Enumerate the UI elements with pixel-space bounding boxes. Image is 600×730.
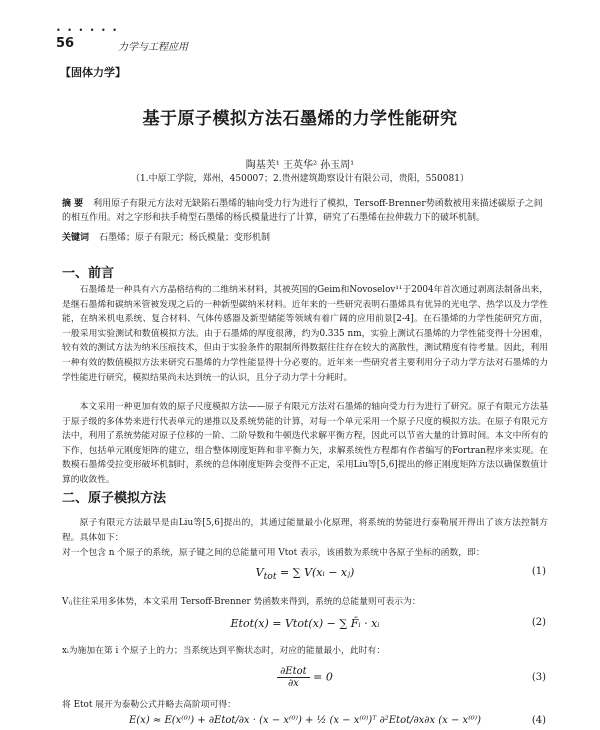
equation-3-rhs: = 0 — [313, 670, 333, 684]
journal-name: 力学与工程应用 — [118, 42, 188, 53]
equation-1-rhs: = ∑ V(xᵢ − xⱼ) — [280, 566, 355, 579]
equation-4-number: (4) — [531, 715, 546, 726]
equation-3-number: (3) — [531, 672, 546, 683]
decorative-dots: • • • • • • — [56, 26, 120, 35]
keywords-text: 石墨烯；原子有限元；杨氏模量；变形机制 — [99, 233, 271, 243]
equation-3 — [62, 666, 548, 692]
equation-1-body — [62, 566, 548, 582]
equation-2-number: (2) — [531, 617, 546, 628]
equation-2-body: Etot(x) = Vtot(x) − ∑ F̄ᵢ · xᵢ — [230, 617, 380, 630]
section-tag: 【固体力学】 — [60, 66, 126, 79]
equation-1-number: (1) — [531, 566, 546, 577]
affiliations: （1.中原工学院，郑州，450007；2.贵州建筑勘察设计有限公司，贵阳，550081） — [131, 174, 469, 184]
equation-3-body — [62, 666, 548, 689]
paragraph-intro-1: 石墨烯是一种具有六方晶格结构的二维纳米材料，其被英国的Geim和Novoselov¹¹于2004年首次通过剥离法制备出来，是继石墨烯和碳纳米管被发现之后的一种新型碳纳米材料。近年来的一些研究表明石墨烯具有优异的光电学、热学以及力学性能，在纳米机电系统、复合材料、气体传感器及新型储能等领域有着广阔的应用前景[2-4]。在石墨烯的力学性能研究方面，一般采用实验测试和数值模拟方法。由于石墨烯的厚度很薄，约为0.335 nm，实验上测试石墨烯的力学性能变得十分困难，较有效的测试方法为纳米压痕技术，但由于实验条件的限制所得数据往往存在较大的离散性，测试精度有待考量。因此，利用一种有效的数值模拟方法来研究石墨烯的力学性能显得十分必要的。近年来一些研究者主要利用分子动力学方法对石墨烯的力学性能进行研究，模拟结果尚未达到统一的认识，且分子动力学十分耗时。 — [62, 285, 548, 383]
keywords — [62, 231, 546, 245]
keywords-label: 关键词 — [62, 233, 90, 243]
abstract-label: 摘 要 — [62, 199, 84, 209]
page-number: 56 — [56, 36, 75, 51]
equation-3-numerator: ∂Etot — [277, 666, 310, 678]
section-heading-1: 一、前言 — [62, 266, 115, 281]
abstract — [62, 197, 546, 225]
equation-4-partial — [62, 715, 548, 730]
authors: 陶基芙¹ 王英华² 孙玉周¹ — [245, 160, 355, 171]
equation-1-sub: tot — [263, 571, 277, 583]
paragraph-method-1: 原子有限元方法最早是由Liu等[5,6]提出的，其通过能量最小化原理，将系统的势能进行泰勒展开得出了该方法控制方程。具体如下： — [62, 518, 548, 543]
equation-3-denominator: ∂x — [287, 678, 299, 689]
method-line-3: xᵢ为施加在第 i 个原子上的力；当系统达到平衡状态时，对应的能量最小，此时有： — [62, 646, 386, 656]
equation-3-fraction — [277, 666, 310, 689]
method-line-1: 对一个包含 n 个原子的系统，原子键之间的总能量可用 Vtot 表示，该函数为系统中各原子坐标的函数，即： — [62, 548, 485, 558]
equation-4-body: E(x) ≈ E(x⁽⁰⁾) + ∂Etot/∂x · (x − x⁽⁰⁾) + ½ (x − x⁽⁰⁾)ᵀ ∂²Etot/∂x∂x (x − x⁽⁰⁾) — [128, 715, 482, 726]
paragraph-intro-2: 本文采用一种更加有效的原子尺度模拟方法——原子有限元方法对石墨烯的轴向受力行为进行了研究。原子有限元方法基于原子级的多体势来进行代表单元的递推以及系统势能的计算，对每一个单元采用一个原子尺度的模拟方法。在原子有限元方法中，利用了系统势能对原子位移的一阶、二阶导数和牛顿迭代求解平衡方程，因此可以节省大量的计算时间。本文中所有的下作，包括单元刚度矩阵的建立，组合整体刚度矩阵和非平衡力矢，求解系统性方程都有作者编写的Fortran程序来实现。在数模石墨烯受拉变形破坏机制时，系统的总体刚度矩阵会变得不正定，采用Liu等[5,6]提出的修正刚度矩阵方法以确保数值计算的收敛性。 — [62, 402, 548, 485]
equation-1 — [62, 566, 548, 586]
equation-1-lhs: V — [255, 566, 264, 579]
abstract-text: 利用原子有限元方法对无缺陷石墨烯的轴向受力行为进行了模拟，Tersoff-Brenner势函数被用来描述碳原子之间的相互作用。对之字形和扶手椅型石墨烯的杨氏模量进行了计算，研究了石墨烯在拉伸载力下的破坏机制。 — [62, 199, 543, 223]
equation-2 — [62, 617, 548, 637]
method-line-2: Vᵢⱼ往往采用多体势，本文采用 Tersoff-Brenner 势函数来得到，系统的总能量则可表示为： — [62, 597, 421, 607]
paper-title: 基于原子模拟方法石墨烯的力学性能研究 — [142, 109, 458, 129]
method-line-4: 将 Etot 展开为泰勒公式并略去高阶项可得： — [62, 700, 236, 710]
section-heading-2: 二、原子模拟方法 — [62, 491, 167, 506]
